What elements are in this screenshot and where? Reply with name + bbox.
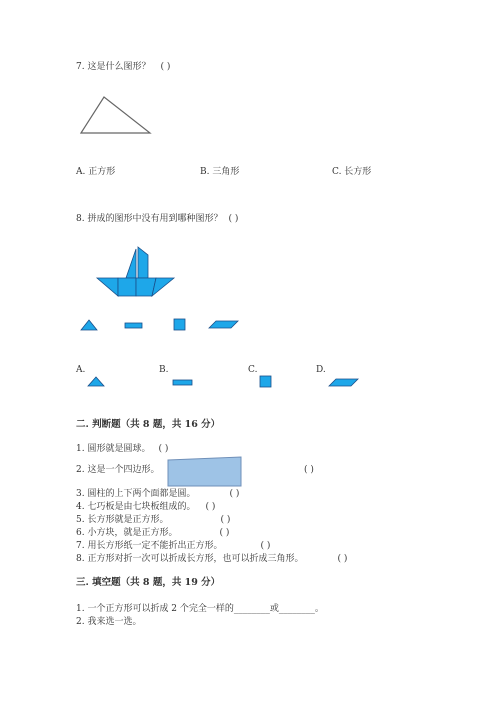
tf-item-6 xyxy=(76,527,229,539)
tf-item-1-paren[interactable]: ( ) xyxy=(158,444,169,454)
fill-item-1: 1. 一个正方形可以折成 2 个完全一样的________或________。 xyxy=(76,604,324,614)
tf-item-7-text: 7. 用长方形纸一定不能折出正方形。 xyxy=(76,541,223,551)
hull-square xyxy=(118,278,136,296)
section2-title: 二. 判断题（共 8 题，共 16 分） xyxy=(76,419,221,430)
tf-item-2-text: 2. 这是一个四边形。 xyxy=(76,465,160,475)
q8-option-b-rectangle[interactable] xyxy=(172,379,194,387)
hull-right-triangle xyxy=(152,278,174,296)
tf-item-4-paren[interactable]: ( ) xyxy=(205,502,216,512)
hull-left-triangle xyxy=(97,278,118,296)
q7-question-text: 7. 这是什么图形？ xyxy=(76,62,151,72)
tf-item-8-text: 8. 正方形对折一次可以折成长方形，也可以折成三角形。 xyxy=(76,554,304,564)
q8-option-c-label[interactable]: C. xyxy=(248,365,258,375)
q7-option-a[interactable]: A. 正方形 xyxy=(76,167,116,177)
q7-option-b[interactable]: B. 三角形 xyxy=(200,167,240,177)
q8-option-d-parallelogram[interactable] xyxy=(328,378,360,388)
q7-answer-paren: ( ) xyxy=(160,62,171,72)
tf-item-6-text: 6. 小方块，就是正方形。 xyxy=(76,528,178,538)
tf-item-1 xyxy=(76,443,168,455)
tf-item-4-text: 4. 七巧板是由七块板组成的。 xyxy=(76,502,196,512)
sail-triangle-small xyxy=(126,249,136,278)
triangle-shape xyxy=(81,97,150,133)
q8-answer-paren: ( ) xyxy=(228,214,239,224)
tf-item-4 xyxy=(76,501,215,513)
loose-rectangle xyxy=(124,322,144,330)
q8-question xyxy=(76,213,238,225)
tf-item-8 xyxy=(76,553,347,565)
loose-square xyxy=(173,318,187,332)
sail-parallelogram xyxy=(138,247,148,278)
q7-option-c[interactable]: C. 长方形 xyxy=(332,167,372,177)
loose-parallelogram xyxy=(208,320,240,330)
tf-quadrilateral-figure xyxy=(167,456,243,488)
tf-item-6-paren[interactable]: ( ) xyxy=(219,528,230,538)
tf-item-7 xyxy=(76,540,270,552)
q8-option-d-label[interactable]: D. xyxy=(316,365,326,375)
tf-item-5-text: 5. 长方形就是正方形。 xyxy=(76,515,169,525)
loose-triangle xyxy=(80,318,100,332)
tf-item-8-paren[interactable]: ( ) xyxy=(337,554,348,564)
fill-item-2: 2. 我来选一选。 xyxy=(76,617,142,627)
tf-item-1-text: 1. 圆形就是圆球。 xyxy=(76,444,151,454)
tf-item-7-paren[interactable]: ( ) xyxy=(260,541,271,551)
tf-item-3-paren[interactable]: ( ) xyxy=(229,489,240,499)
tf-item-3 xyxy=(76,488,239,500)
q8-question-text: 8. 拼成的图形中没有用到哪种图形？ xyxy=(76,214,223,224)
q7-triangle-figure xyxy=(80,96,152,136)
tf-item-5 xyxy=(76,514,230,526)
tangram-boat-figure xyxy=(96,246,176,298)
q8-option-a-triangle[interactable] xyxy=(87,375,107,388)
tf-item-5-paren[interactable]: ( ) xyxy=(220,515,231,525)
tf-item-2-paren[interactable]: ( ) xyxy=(304,465,314,475)
section3-title: 三. 填空题（共 8 题，共 19 分） xyxy=(76,577,221,588)
q8-option-b-label[interactable]: B. xyxy=(159,365,169,375)
q7-question xyxy=(76,61,170,73)
tf-item-3-text: 3. 圆柱的上下两个面都是圆。 xyxy=(76,489,196,499)
q8-option-c-square[interactable] xyxy=(259,375,273,389)
q8-option-a-label[interactable]: A. xyxy=(76,365,86,375)
